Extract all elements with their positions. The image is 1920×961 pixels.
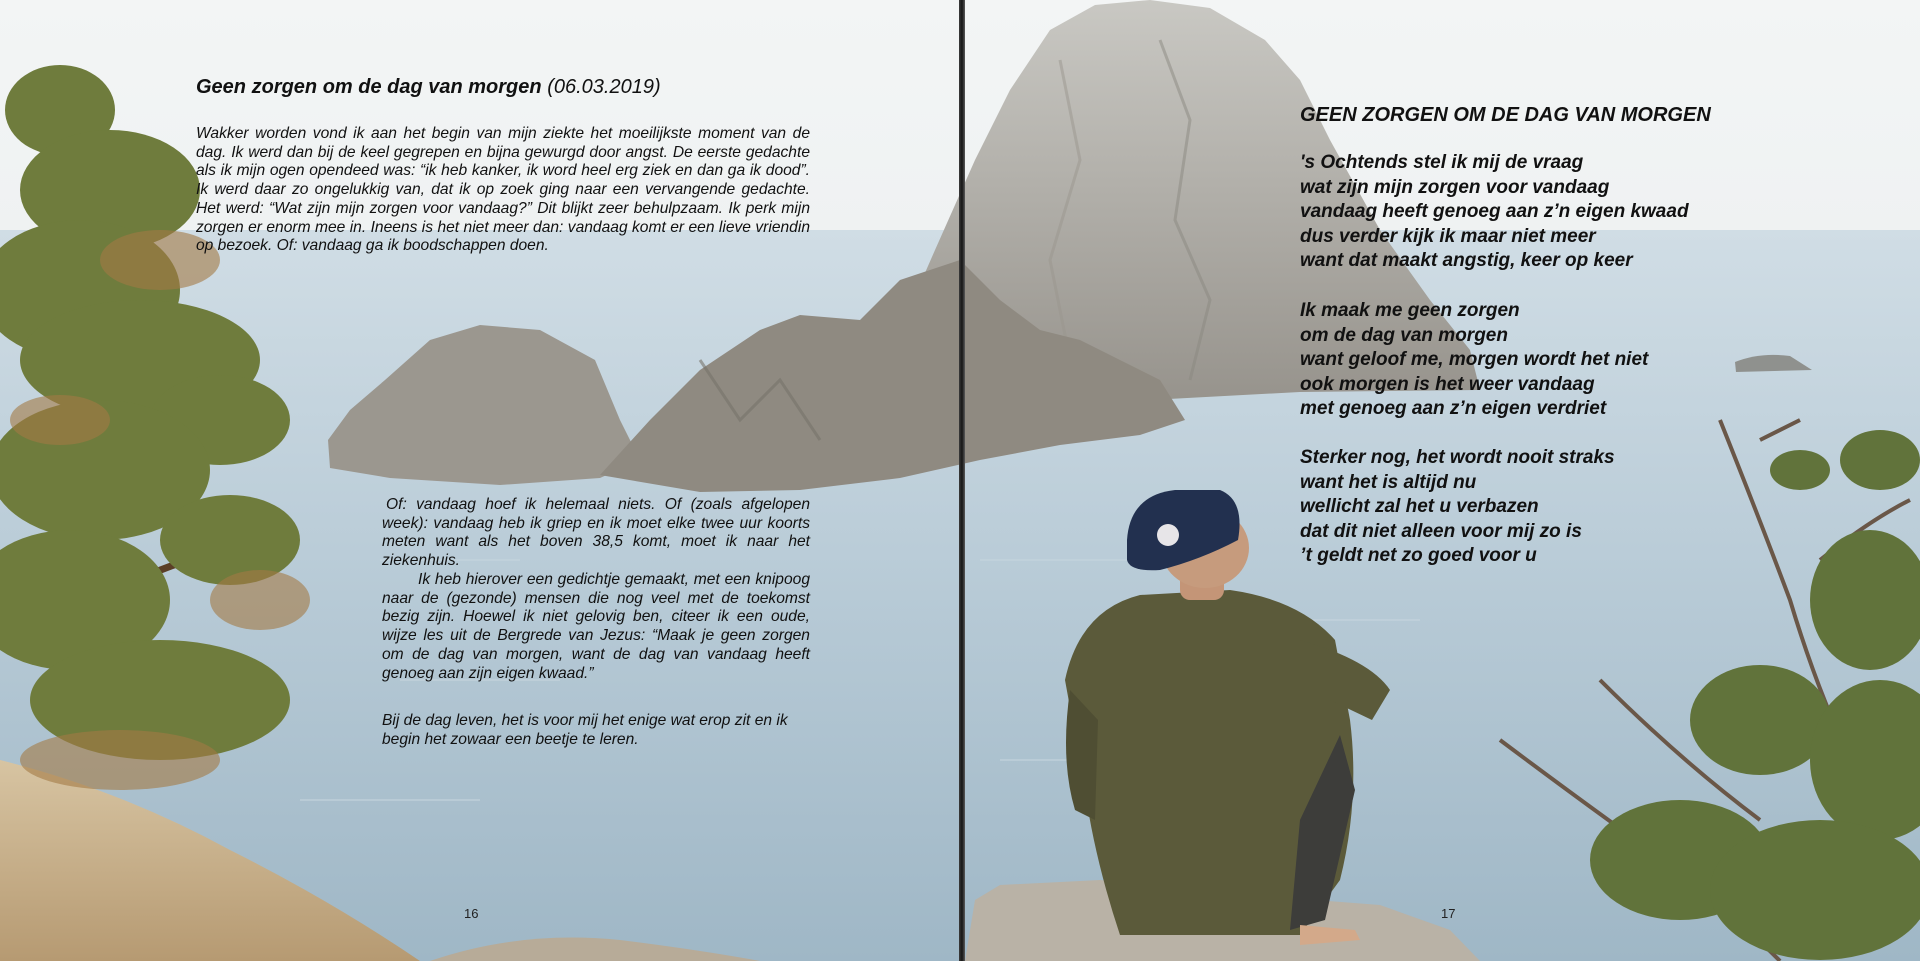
poem-line: Ik maak me geen zorgen: [1300, 300, 1520, 321]
poem-line: dus verder kijk ik maar niet meer: [1300, 225, 1596, 247]
left-page: [0, 0, 959, 961]
paragraph-1: Wakker worden vond ik aan het begin van mijn ziekte het moeilijkste moment van de dag. Ik werd dan bij de keel gegrepen en bijna gewurgd door angst. De eerste gedachte als ik mijn ogen opendeed was: “ik heb kanker, ik word heel erg ziek en dan ga ik dood”. Ik werd daar zo ongelukkig van, dat ik op zoek ging naar een vervangende gedachte. Het werd: “Wat zijn mijn zorgen voor vandaag?” Dit blijkt zeer behulpzaam. Ik perk mijn zorgen er enorm mee in. Ineens is het niet meer dan: vandaag komt er een lieve vriendin op bezoek. Of: vandaag ga ik boodschappen doen.: [196, 125, 810, 255]
poem-line: 's Ochtends stel ik mij de vraag: [1300, 152, 1584, 173]
poem-line: ook morgen is het weer vandaag: [1300, 373, 1595, 395]
poem-stanza-2: [1300, 299, 1648, 422]
left-page-title-date: (06.03.2019): [547, 76, 661, 98]
poem-line: wellicht zal het u verbazen: [1300, 496, 1539, 518]
page-number-right: 17: [1441, 906, 1456, 921]
poem-line: want dat maakt angstig, keer op keer: [1300, 250, 1633, 272]
left-page-title: [196, 76, 661, 99]
poem-line: want geloof me, morgen wordt het niet: [1300, 349, 1649, 371]
poem-line: wat zijn mijn zorgen voor vandaag: [1300, 176, 1610, 198]
poem-title: GEEN ZORGEN OM DE DAG VAN MORGEN: [1300, 104, 1711, 126]
poem-stanza-1: [1300, 151, 1689, 274]
poem-line: Sterker nog, het wordt nooit straks: [1300, 447, 1615, 468]
poem-line: ’t geldt net zo goed voor u: [1300, 545, 1537, 567]
paragraph-2: Of: vandaag hoef ik helemaal niets. Of (zoals afgelopen week): vandaag heb ik griep en ik moet elke twee uur koorts meten want als het boven 38,5 komt, moet ik naar het ziekenhuis.: [382, 496, 810, 570]
poem-line: want het is altijd nu: [1300, 471, 1477, 493]
left-page-title-text: Geen zorgen om de dag van morgen: [196, 76, 542, 98]
poem-line: dat dit niet alleen voor mij zo is: [1300, 520, 1582, 542]
paragraph-3: Ik heb hierover een gedichtje gemaakt, met een knipoog naar de (gezonde) mensen die nog veel met de toekomst bezig zijn. Hoewel ik niet gelovig ben, citeer ik een oude, wijze les uit de Bergrede van Jezus: “Maak je geen zorgen om de dag van morgen, want de dag van vandaag heeft genoeg aan zijn eigen kwaad.”: [382, 571, 810, 682]
poem-line: vandaag heeft genoeg aan z’n eigen kwaad: [1300, 201, 1689, 223]
poem-stanza-3: [1300, 446, 1615, 569]
paragraph-4: Bij de dag leven, het is voor mij het enige wat erop zit en ik begin het zowaar een beetje te leren.: [382, 712, 788, 748]
poem-line: met genoeg aan z’n eigen verdriet: [1300, 398, 1607, 420]
poem-line: om de dag van morgen: [1300, 324, 1508, 346]
page-number-left: 16: [464, 906, 479, 921]
